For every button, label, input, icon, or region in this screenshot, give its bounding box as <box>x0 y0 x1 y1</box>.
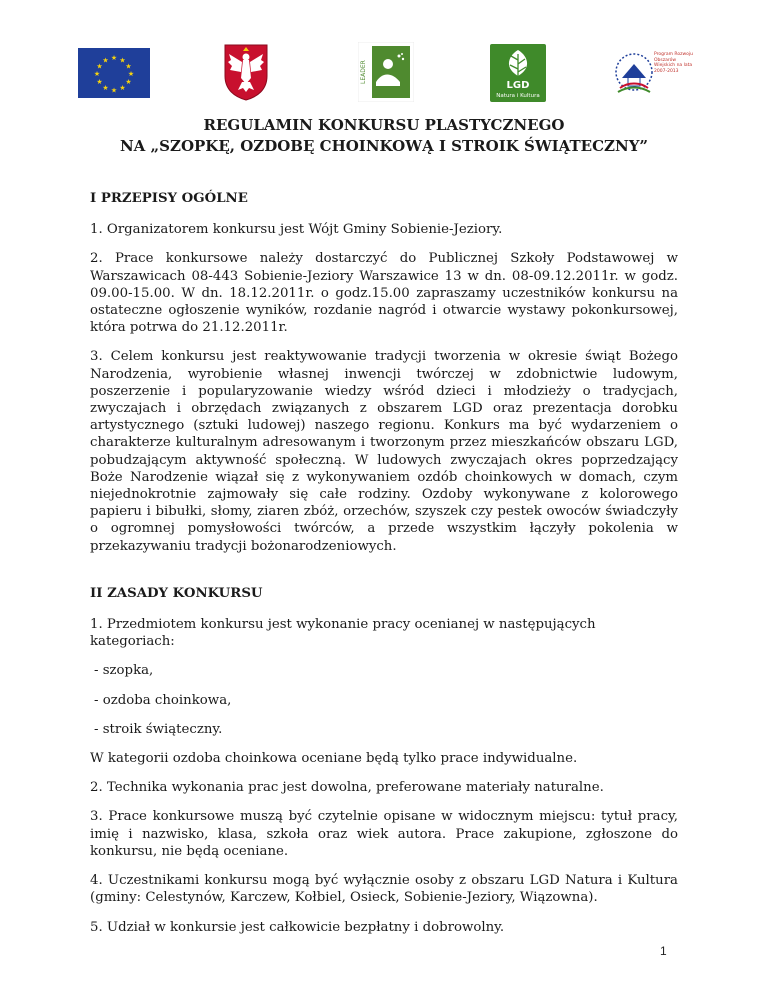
masovia-coat-of-arms-logo <box>221 42 271 102</box>
paragraph-individual: W kategorii ozdoba choinkowa oceniane będą tylko prace indywidualne. <box>90 751 578 767</box>
svg-text:★: ★ <box>125 62 132 71</box>
svg-text:★: ★ <box>93 70 101 78</box>
category-item-ozdoba: - ozdoba choinkowa, <box>94 692 232 708</box>
leader-text: LEADER <box>360 60 367 84</box>
paragraph-free: 5. Udział w konkursie jest całkowicie bezpłatny i dobrowolny. <box>90 919 505 935</box>
document-title <box>0 115 768 157</box>
svg-text:★: ★ <box>119 56 126 65</box>
lgd-logo-subtext: Natura i Kultura <box>496 93 540 99</box>
svg-text:★: ★ <box>96 62 103 71</box>
category-item-stroik: - stroik świąteczny. <box>94 721 223 737</box>
logo-bar <box>0 42 768 104</box>
leader-logo <box>358 42 414 102</box>
section-heading-general: I PRZEPISY OGÓLNE <box>90 191 248 206</box>
page-number: 1 <box>660 944 667 958</box>
svg-text:★: ★ <box>110 86 118 95</box>
title-line-1: REGULAMIN KONKURSU PLASTYCZNEGO <box>203 116 565 134</box>
paragraph-delivery: 2. Prace konkursowe należy dostarczyć do Publicznej Szkoły Podstawowej w Warszawicach 08-443 Sobienie-Jeziory Warszawice 13 w dn. 08-09.12.2011r. w godz. 09.00-15.00. W dn. 18.12.2011r. o godz.15.00 zapraszamy uczestników konkursu na ostateczne ogłoszenie wyników, rozdanie nagród i otwarcie wystawy pokonkursowej, która potrwa do 21.12.2011r. <box>90 251 678 336</box>
title-line-2: NA „SZOPKĘ, OZDOBĘ CHOINKOWĄ I STROIK ŚWIĄTECZNY” <box>119 137 649 155</box>
svg-text:★: ★ <box>96 78 103 86</box>
svg-text:★: ★ <box>119 84 126 92</box>
lgd-natura-i-kultura-logo <box>488 42 548 104</box>
section-heading-rules: II ZASADY KONKURSU <box>90 585 263 601</box>
svg-text:★: ★ <box>125 78 132 86</box>
lgd-logo-text: LGD <box>506 80 530 91</box>
svg-text:★: ★ <box>102 56 109 65</box>
eu-flag-logo <box>78 48 150 98</box>
paragraph-technique: 2. Technika wykonania prac jest dowolna, preferowane materiały naturalne. <box>90 780 604 796</box>
category-item-szopka: - szopka, <box>94 663 154 679</box>
paragraph-participants: 4. Uczestnikami konkursu mogą być wyłącznie osoby z obszaru LGD Natura i Kultura (gminy: Celestynów, Karczew, Kołbiel, Osieck, Sobienie-Jeziory, Wiązowna). <box>90 873 678 906</box>
svg-text:★: ★ <box>127 70 135 78</box>
paragraph-description: 3. Prace konkursowe muszą być czytelnie opisane w widocznym miejscu: tytuł pracy, imię i nazwisko, klasa, szkoła oraz wiek autora. Prace zakupione, zgłoszone do konkursu, nie będą oceniane. <box>90 809 678 859</box>
svg-text:★: ★ <box>102 84 109 92</box>
paragraph-organizer: 1. Organizatorem konkursu jest Wójt Gminy Sobienie-Jeziory. <box>90 222 503 238</box>
paragraph-purpose: 3. Celem konkursu jest reaktywowanie tradycji tworzenia w okresie świąt Bożego Narodzenia, wyrobienie własnej inwencji twórczej w zdobnictwie ludowym, poszerzenie i popularyzowanie wiedzy wśród dzieci i młodzieży o tradycjach, zwyczajach i obrzędach związanych z obszarem LGD oraz prezentacja dorobku artystycznego (sztuki ludowej) naszego regionu. Konkurs ma być wydarzeniem o charakterze kulturalnym adresowanym i tworzonym przez mieszkańców obszaru LGD, pobudzającym aktywność społeczną. W ludowych zwyczajach okres poprzedzający Boże Narodzenie wiązał się z wykonywaniem ozdób choinkowych w domach, czym niejednokrotnie zajmowały się całe rodziny. Ozdoby wykonywane z kolorowego papieru i bibułki, słomy, ziaren zbóż, orzechów, szyszek czy pestek owoców świadczyły o ogromnej pomysłowości twórców, a przede wszystkim łączyły pokolenia w przekazywaniu tradycji bożonarodzeniowych. <box>90 349 678 554</box>
paragraph-subject: 1. Przedmiotem konkursu jest wykonanie pracy ocenianej w następujących kategoriach: <box>90 617 596 650</box>
prow-logo-text: Program Rozwoju Obszarów Wiejskich na lata 2007-2013 <box>654 52 693 74</box>
document-body <box>90 190 678 948</box>
svg-text:★: ★ <box>110 54 118 62</box>
